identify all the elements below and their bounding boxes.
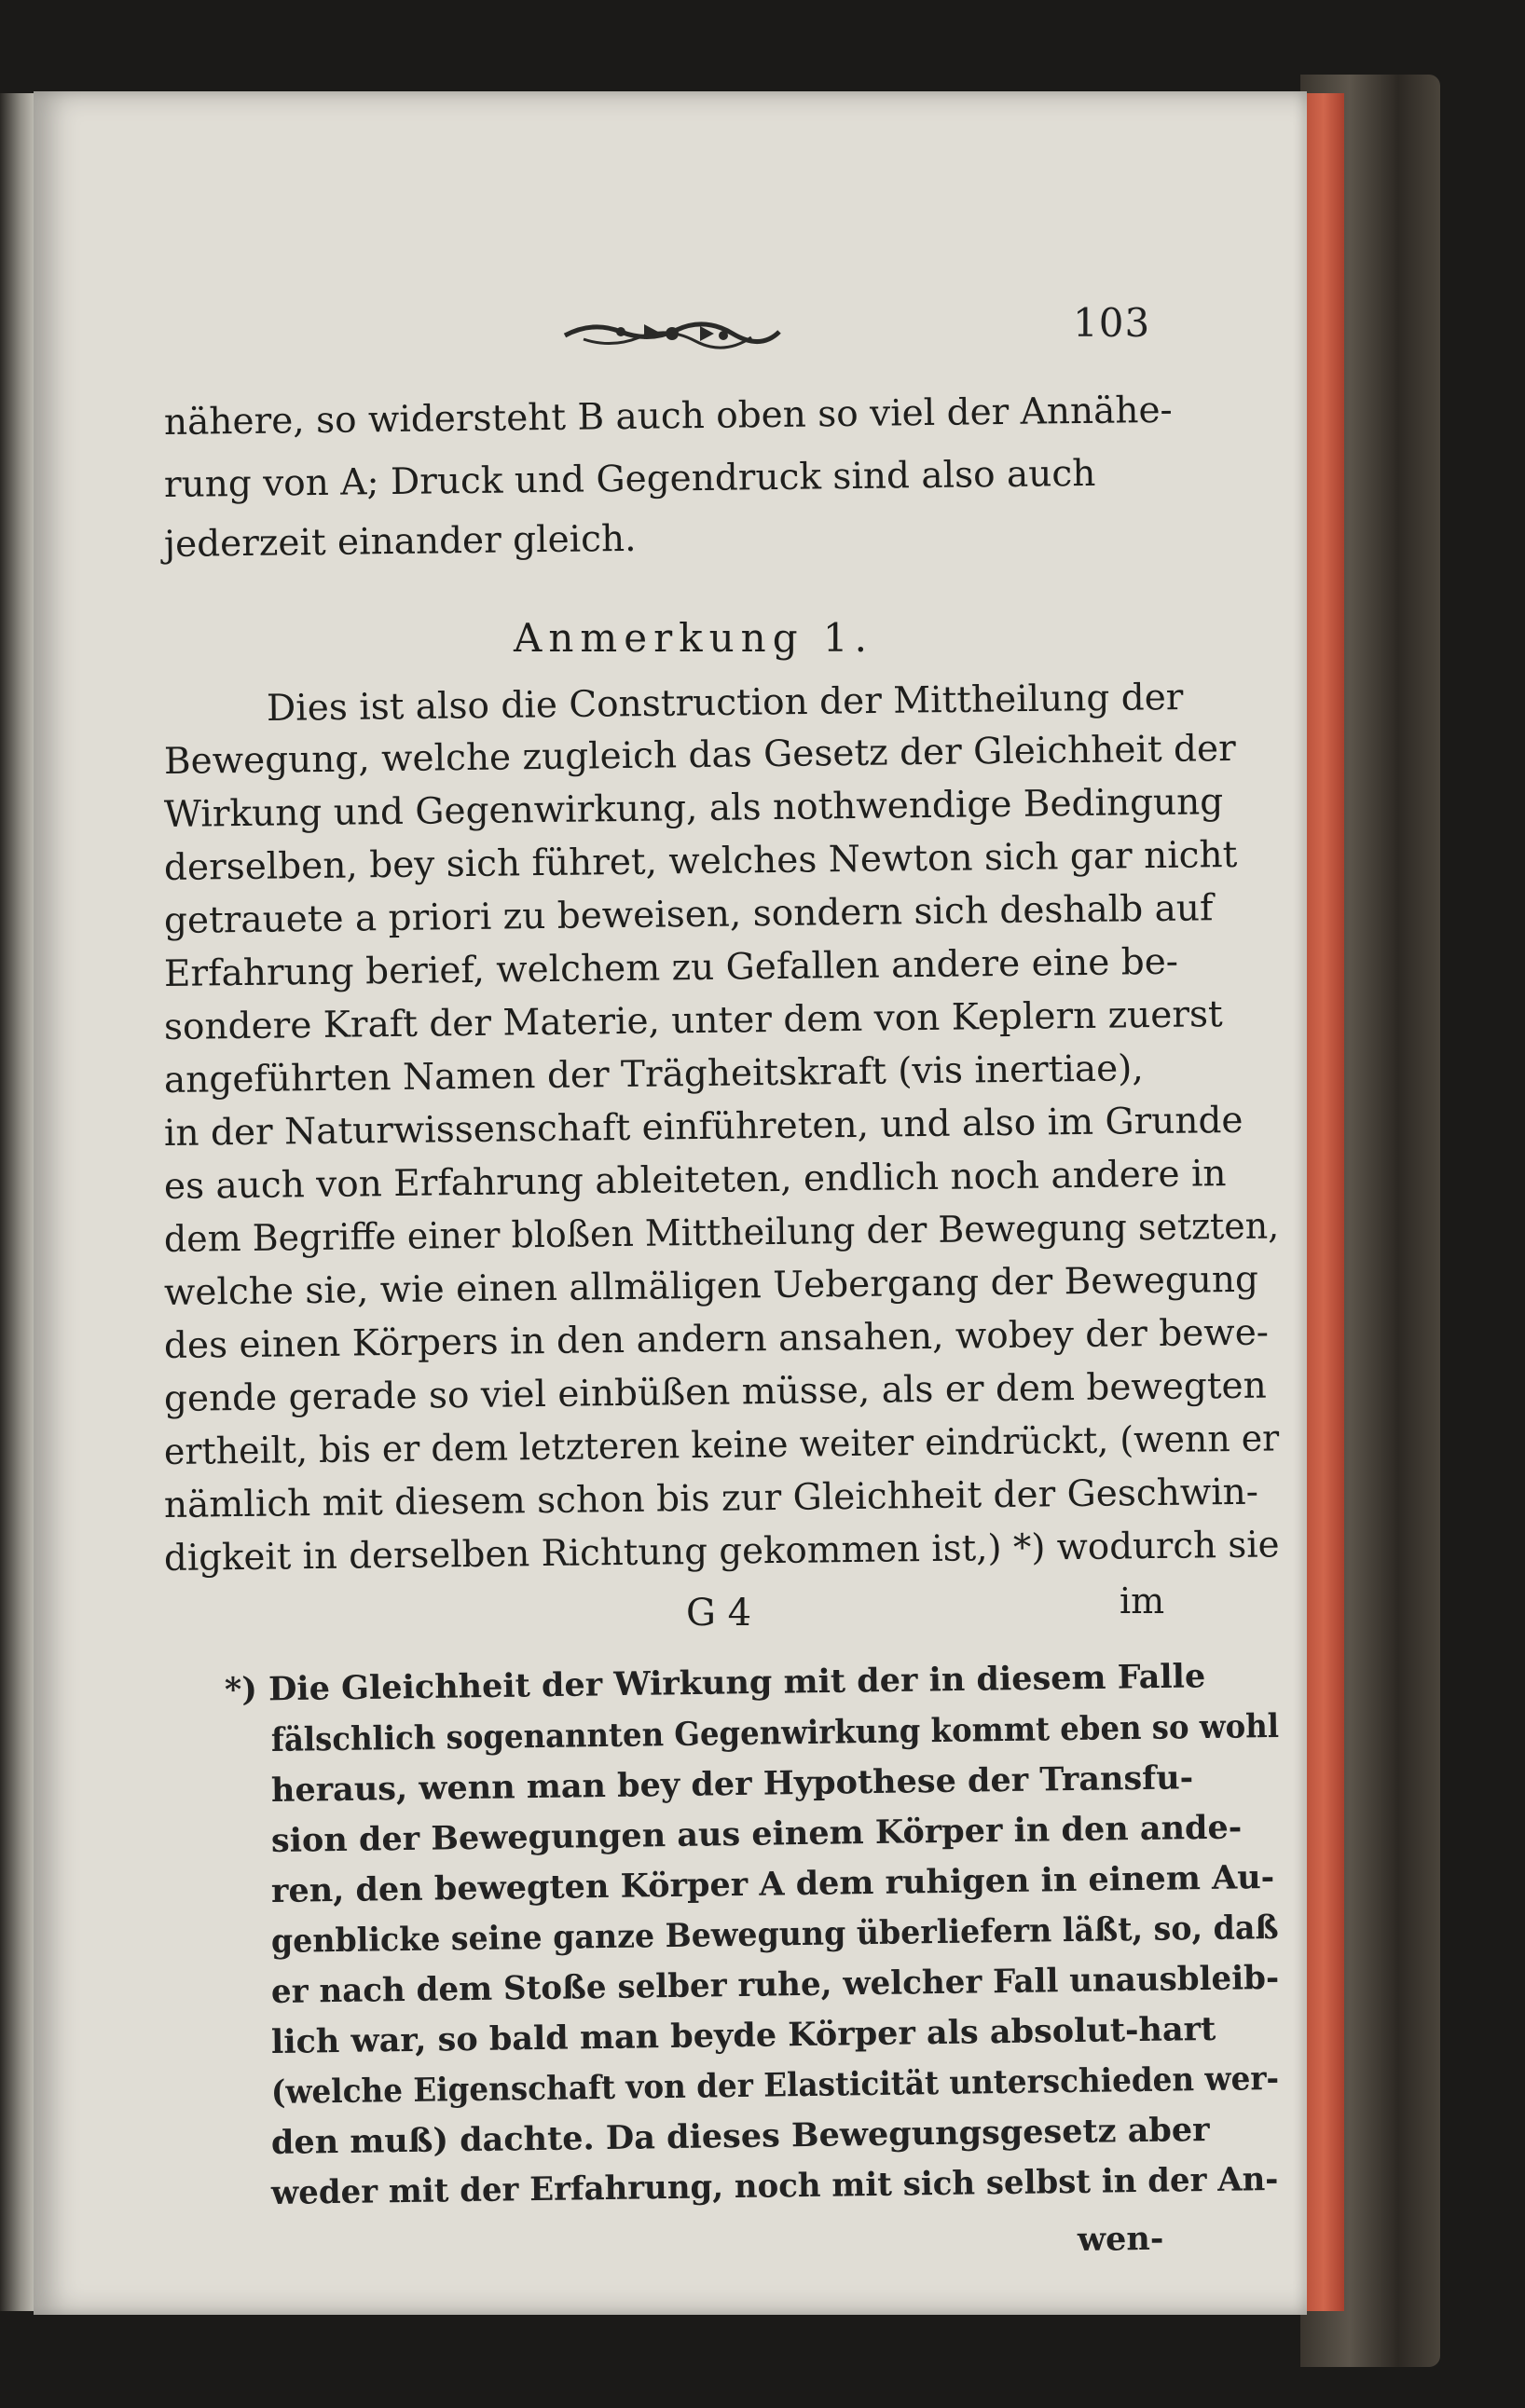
body-line: gende gerade so viel einbüßen müsse, als er dem bewegten: [163, 1364, 1267, 1420]
signature-mark: G 4: [686, 1592, 752, 1635]
left-page-edge: [0, 93, 37, 2311]
main-line: jederzeit einander gleich.: [163, 517, 637, 566]
footnote-line: (welche Eigenschaft von der Elasticität unterschieden wer-: [270, 2059, 1280, 2112]
footnote-line: heraus, wenn man bey der Hypothese der Transfu-: [270, 1758, 1194, 1810]
body-line: in der Naturwissenschaft einführeten, und also im Grunde: [163, 1099, 1243, 1155]
body-line: Dies ist also die Construction der Mittheilung der: [266, 676, 1184, 730]
body-line: sondere Kraft der Materie, unter dem von Keplern zuerst: [163, 993, 1223, 1048]
body-line: ertheilt, bis er dem letzteren keine weiter eindrückt, (wenn er: [163, 1417, 1280, 1473]
footnote-line: er nach dem Stoße selber ruhe, welcher Fall unausbleib-: [270, 1958, 1280, 2011]
main-line: nähere, so widersteht B auch oben so viel der Annähe-: [163, 389, 1173, 444]
body-line: getrauete a priori zu beweisen, sondern sich deshalb auf: [163, 887, 1214, 942]
body-line: Wirkung und Gegenwirkung, als nothwendige Bedingung: [163, 781, 1224, 836]
body-line: angeführten Namen der Trägheitskraft (vis inertiae),: [163, 1047, 1145, 1101]
footnote-line: ren, den bewegten Körper A dem ruhigen in einem Au-: [270, 1857, 1275, 1910]
footnote-line: sion der Bewegungen aus einem Körper in den ande-: [270, 1808, 1243, 1860]
body-line: des einen Körpers in den andern ansahen, wobey der bewe-: [163, 1311, 1270, 1367]
body-line: nämlich mit diesem schon bis zur Gleichheit der Geschwin-: [163, 1471, 1259, 1526]
body-line: Bewegung, welche zugleich das Gesetz der Gleichheit der: [163, 727, 1236, 783]
body-line: es auch von Erfahrung ableiteten, endlich noch andere in: [163, 1153, 1227, 1208]
body-line: digkeit in derselben Richtung gekommen ist,) *) wodurch sie: [163, 1524, 1280, 1580]
catchword: im: [1120, 1580, 1165, 1621]
footnote-line: genblicke seine ganze Bewegung überliefern läßt, so, daß: [270, 1908, 1279, 1961]
section-heading: Anmerkung 1.: [514, 615, 873, 661]
book-page: [34, 91, 1307, 2315]
footnote-line: wen-: [1077, 2219, 1164, 2259]
body-line: Erfahrung berief, welchem zu Gefallen andere eine be-: [163, 940, 1179, 995]
page-number: 103: [1073, 300, 1151, 346]
footnote-line: weder mit der Erfahrung, noch mit sich selbst in der An-: [270, 2159, 1279, 2212]
red-page-edge: [1303, 93, 1344, 2311]
footnote-line: *) Die Gleichheit der Wirkung mit der in diesem Falle: [224, 1657, 1206, 1709]
body-line: welche sie, wie einen allmäligen Uebergang der Bewegung: [163, 1258, 1259, 1314]
footnote-line: lich war, so bald man beyde Körper als absolut-hart: [270, 2009, 1216, 2061]
ornament-icon: [556, 313, 789, 354]
footnote-line: fälschlich sogenannten Gegenwirkung kommt eben so wohl: [270, 1706, 1280, 1759]
main-line: rung von A; Druck und Gegendruck sind also auch: [163, 452, 1096, 506]
body-line: dem Begriffe einer bloßen Mittheilung der Bewegung setzten,: [163, 1205, 1280, 1261]
body-line: derselben, bey sich führet, welches Newton sich gar nicht: [163, 833, 1238, 889]
footnote-line: den muß) dachte. Da dieses Bewegungsgesetz aber: [270, 2110, 1210, 2162]
